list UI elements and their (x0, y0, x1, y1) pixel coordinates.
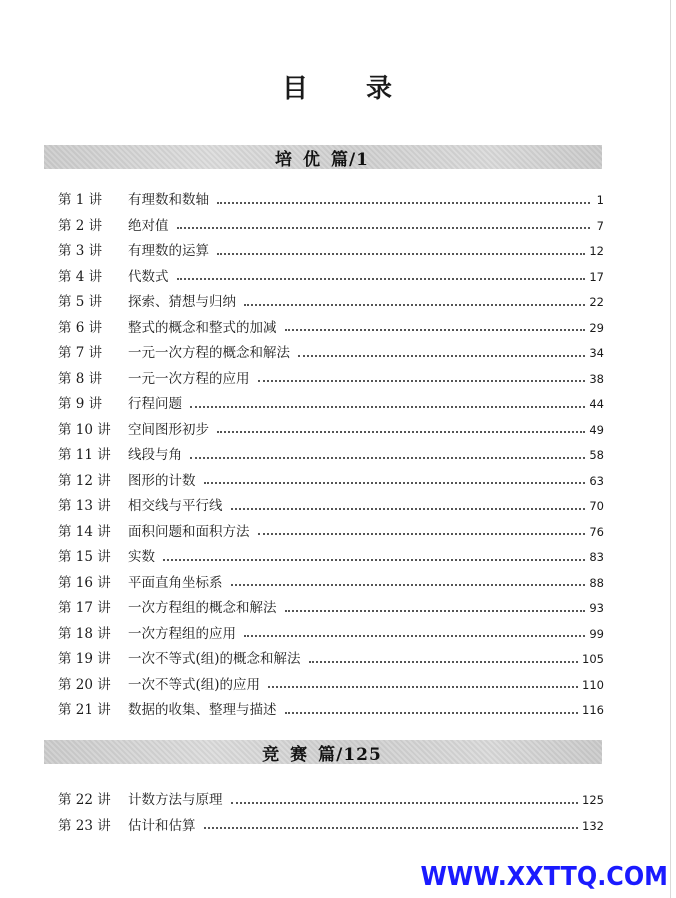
dot-leader (177, 227, 591, 229)
section-band-jingsai (44, 740, 602, 764)
lecture-number: 第 6 讲 (58, 319, 103, 336)
toc-entry[interactable] (58, 469, 604, 495)
lecture-title: 相交线与平行线 (128, 498, 223, 514)
lecture-title: 行程问题 (128, 396, 182, 412)
toc-entry[interactable] (58, 814, 604, 840)
dot-leader (309, 661, 579, 663)
lecture-title: 绝对值 (128, 217, 169, 234)
dot-leader (258, 533, 586, 535)
toc-entry[interactable] (58, 392, 604, 418)
toc-entry[interactable] (58, 571, 604, 597)
dot-leader (258, 380, 586, 382)
toc-entry[interactable] (58, 188, 604, 214)
dot-leader (204, 827, 579, 829)
dot-leader (231, 584, 586, 586)
page-number: 105 (582, 652, 604, 666)
toc-entry[interactable] (58, 494, 604, 520)
dot-leader (244, 304, 585, 306)
toc-entry[interactable] (58, 788, 604, 814)
dot-leader (231, 508, 586, 510)
lecture-title: 一次不等式(组)的概念和解法 (128, 651, 301, 667)
section-title (275, 145, 371, 170)
page-title (0, 68, 676, 105)
dot-leader (217, 431, 585, 433)
lecture-number: 第 23 讲 (58, 817, 111, 834)
toc-entry[interactable] (58, 647, 604, 673)
lecture-number: 第 4 讲 (58, 268, 103, 285)
watermark-text: WWW.XXTTQ.COM (420, 862, 668, 892)
lecture-title: 有理数和数轴 (128, 192, 209, 208)
toc-entry[interactable] (58, 239, 604, 265)
dot-leader (217, 253, 585, 255)
lecture-number: 第 13 讲 (58, 498, 111, 514)
lecture-title: 估计和估算 (128, 817, 196, 834)
toc-entry[interactable] (58, 596, 604, 622)
lecture-title: 一元一次方程的概念和解法 (128, 345, 290, 361)
page-number: 70 (589, 499, 604, 513)
lecture-number: 第 16 讲 (58, 574, 111, 591)
section-title (262, 740, 384, 765)
toc-entry[interactable] (58, 290, 604, 316)
page-number: 29 (589, 320, 604, 335)
toc-entry[interactable] (58, 265, 604, 291)
section-title-char: 赛 (290, 744, 309, 765)
lecture-title: 一次方程组的应用 (128, 625, 236, 642)
section-title-char: 篇/125 (318, 744, 382, 765)
page-number: 99 (589, 626, 604, 641)
toc-entry[interactable] (58, 673, 604, 699)
toc-entry[interactable] (58, 443, 604, 469)
title-char-2: 录 (366, 74, 395, 104)
lecture-number: 第 3 讲 (58, 243, 103, 259)
lecture-title: 一元一次方程的应用 (128, 370, 250, 387)
dot-leader (217, 202, 590, 204)
dot-leader (190, 406, 585, 408)
lecture-number: 第 9 讲 (58, 396, 103, 412)
dot-leader (285, 329, 586, 331)
lecture-title: 空间图形初步 (128, 421, 209, 438)
lecture-number: 第 15 讲 (58, 549, 111, 565)
lecture-title: 数据的收集、整理与描述 (128, 702, 277, 718)
page-number: 44 (589, 397, 604, 411)
toc-entry[interactable] (58, 214, 604, 240)
page-number: 116 (582, 703, 604, 717)
lecture-number: 第 19 讲 (58, 651, 111, 667)
lecture-number: 第 10 讲 (58, 421, 111, 438)
lecture-title: 整式的概念和整式的加减 (128, 319, 277, 336)
page-number: 22 (589, 295, 604, 309)
page-number: 12 (589, 244, 604, 258)
section-title-char: 培 (274, 149, 293, 170)
section-title-char: 篇/1 (330, 149, 370, 170)
toc-entry[interactable] (58, 316, 604, 342)
toc-entry[interactable] (58, 341, 604, 367)
page-number: 34 (589, 346, 604, 360)
page-number: 7 (596, 218, 604, 233)
toc-entry[interactable] (58, 698, 604, 724)
lecture-title: 计数方法与原理 (128, 792, 223, 808)
lecture-title: 一次不等式(组)的应用 (128, 676, 261, 693)
lecture-number: 第 18 讲 (58, 625, 111, 642)
dot-leader (244, 635, 585, 637)
page-number: 83 (589, 550, 604, 564)
dot-leader (298, 355, 585, 357)
lecture-number: 第 12 讲 (58, 472, 111, 489)
section-band-peiyou (44, 145, 602, 169)
lecture-title: 探索、猜想与归纳 (128, 294, 236, 310)
section-title-char: 竞 (262, 744, 281, 765)
lecture-number: 第 5 讲 (58, 294, 103, 310)
lecture-number: 第 1 讲 (58, 192, 103, 208)
page-number: 132 (582, 818, 604, 833)
lecture-number: 第 7 讲 (58, 345, 103, 361)
lecture-title: 面积问题和面积方法 (128, 523, 250, 540)
title-char-1: 目 (281, 74, 310, 104)
lecture-title: 实数 (128, 549, 155, 565)
page-number: 58 (589, 448, 604, 462)
page-edge (670, 0, 671, 898)
page-number: 17 (589, 269, 604, 284)
lecture-title: 代数式 (128, 268, 169, 285)
page-number: 38 (589, 371, 604, 386)
dot-leader (163, 559, 585, 561)
lecture-number: 第 20 讲 (58, 676, 111, 693)
page-number: 76 (589, 524, 604, 539)
lecture-number: 第 11 讲 (58, 447, 111, 463)
lecture-number: 第 2 讲 (58, 217, 103, 234)
page-number: 88 (589, 575, 604, 590)
lecture-title: 线段与角 (128, 447, 182, 463)
lecture-title: 一次方程组的概念和解法 (128, 600, 277, 616)
toc-entry[interactable] (58, 418, 604, 444)
lecture-number: 第 14 讲 (58, 523, 111, 540)
lecture-title: 有理数的运算 (128, 243, 209, 259)
dot-leader (190, 457, 585, 459)
toc-entry[interactable] (58, 367, 604, 393)
lecture-title: 平面直角坐标系 (128, 574, 223, 591)
toc-entry[interactable] (58, 520, 604, 546)
lecture-number: 第 22 讲 (58, 792, 111, 808)
dot-leader (268, 686, 578, 688)
lecture-title: 图形的计数 (128, 472, 196, 489)
dot-leader (231, 802, 579, 804)
page-number: 93 (589, 601, 604, 615)
dot-leader (285, 712, 579, 714)
toc-entry[interactable] (58, 622, 604, 648)
page-number: 110 (582, 677, 604, 692)
toc-list-peiyou (58, 188, 604, 724)
toc-list-jingsai (58, 788, 604, 839)
toc-entry[interactable] (58, 545, 604, 571)
lecture-number: 第 21 讲 (58, 702, 111, 718)
page-number: 125 (582, 793, 604, 807)
lecture-number: 第 8 讲 (58, 370, 103, 387)
dot-leader (204, 482, 586, 484)
page-number: 1 (596, 193, 604, 207)
dot-leader (285, 610, 586, 612)
dot-leader (177, 278, 586, 280)
section-title-char: 优 (302, 149, 321, 170)
lecture-number: 第 17 讲 (58, 600, 111, 616)
page-number: 63 (589, 473, 604, 488)
page-number: 49 (589, 422, 604, 437)
